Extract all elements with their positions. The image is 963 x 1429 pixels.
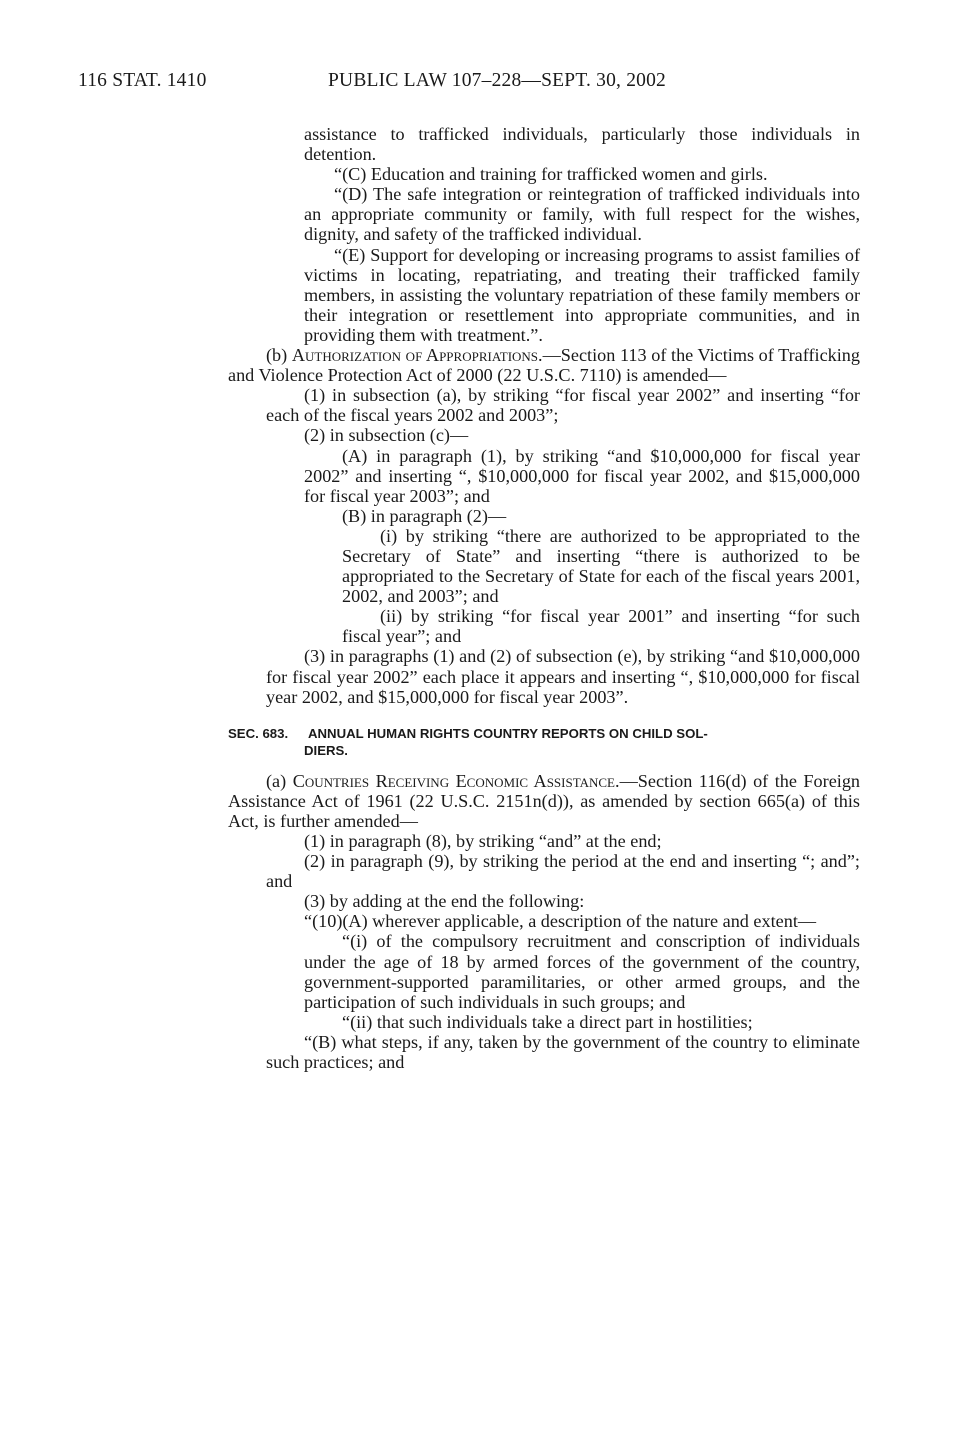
subsection-a-heading: Countries Receiving Economic Assistance: [292, 770, 616, 791]
paragraph-d: “(D) The safe integration or reintegration of trafficked individuals into an appropriate community or family, with full respect for the wishes, dignity, and safety of the trafficked individual.: [304, 184, 860, 245]
amendment-2a: (A) in paragraph (1), by striking “and $10,000,000 for fiscal year 2002” and inserting “, $10,000,000 for fiscal year 2002, and $15,000,000 for fiscal year 2003”; and: [304, 445, 860, 506]
subsection-b-text: .—Section 113 of the Victims of Trafficking and Violence Protection Act of 2000 (22 U.S.C. 7110) is amended—: [228, 345, 860, 386]
section-title-continued: DIERS.: [304, 742, 348, 758]
inserted-paragraph-10a: “(10)(A) wherever applicable, a description of the nature and extent—: [304, 911, 817, 932]
public-law-running-head: PUBLIC LAW 107–228—SEPT. 30, 2002: [328, 70, 666, 91]
amendment-3: (3) in paragraphs (1) and (2) of subsection (e), by striking “and $10,000,000 for fiscal year 2002” each place it appears and inserting “, $10,000,000 for fiscal year 2002, and $15,000,000 for fiscal year 2003”.: [266, 646, 860, 707]
inserted-subparagraph-b: “(B) what steps, if any, taken by the government of the country to eliminate such practices; and: [266, 1031, 860, 1073]
section-number: SEC. 683.: [228, 725, 289, 741]
amendment-1: (1) in subsection (a), by striking “for fiscal year 2002” and inserting “for each of the fiscal years 2002 and 2003”;: [266, 385, 860, 426]
inserted-clause-ii: “(ii) that such individuals take a direct part in hostilities;: [342, 1011, 753, 1032]
subsection-b-label: (b): [266, 345, 292, 366]
amendment-2: (2) in subsection (c)—: [304, 425, 469, 446]
amendment-a3: (3) by adding at the end the following:: [304, 891, 585, 912]
subsection-a-label: (a): [266, 770, 293, 791]
paragraph-c: “(C) Education and training for trafficked women and girls.: [334, 164, 768, 185]
statute-page-number: 116 STAT. 1410: [78, 70, 207, 91]
inserted-clause-i: “(i) of the compulsory recruitment and conscription of individuals under the age of 18 by armed forces of the government of the country, government-supported paramilitaries, or other armed groups, and the participation of such individuals in such groups; and: [304, 931, 860, 1012]
subsection-b: [228, 345, 860, 385]
paragraph-continuation: assistance to trafficked individuals, particularly those individuals in detention.: [304, 124, 860, 165]
paragraph-e: “(E) Support for developing or increasing programs to assist families of victims in locating, repatriating, and treating their trafficked family members, in assisting the voluntary repatriation of these family members or their integration or resettlement into appropriate communities, and in providing them with treatment.”.: [304, 244, 860, 345]
amendment-a1: (1) in paragraph (8), by striking “and” at the end;: [304, 831, 662, 851]
amendment-2b-i: (i) by striking “there are authorized to be appropriated to the Secretary of State” and inserting “there is authorized to be appropriated to the Secretary of State for each of the fiscal years 2001, 2002, and 2003”; and: [342, 525, 860, 607]
amendment-2b-ii: (ii) by striking “for fiscal year 2001” and inserting “for such fiscal year”; and: [342, 606, 860, 647]
subsection-a-text: .—Section 116(d) of the Foreign Assistance Act of 1961 (22 U.S.C. 2151n(d)), as amended by section 665(a) of this Act, is further amended—: [228, 770, 861, 831]
subsection-b-heading: Authorization of Appropriations: [291, 345, 539, 366]
section-heading: [228, 725, 860, 759]
section-title: ANNUAL HUMAN RIGHTS COUNTRY REPORTS ON CHILD SOL-: [308, 725, 708, 741]
subsection-a: [228, 771, 860, 831]
document-body: [228, 124, 860, 1072]
amendment-a2: (2) in paragraph (9), by striking the period at the end and inserting “; and”; and: [266, 851, 860, 892]
amendment-2b: (B) in paragraph (2)—: [342, 505, 507, 526]
